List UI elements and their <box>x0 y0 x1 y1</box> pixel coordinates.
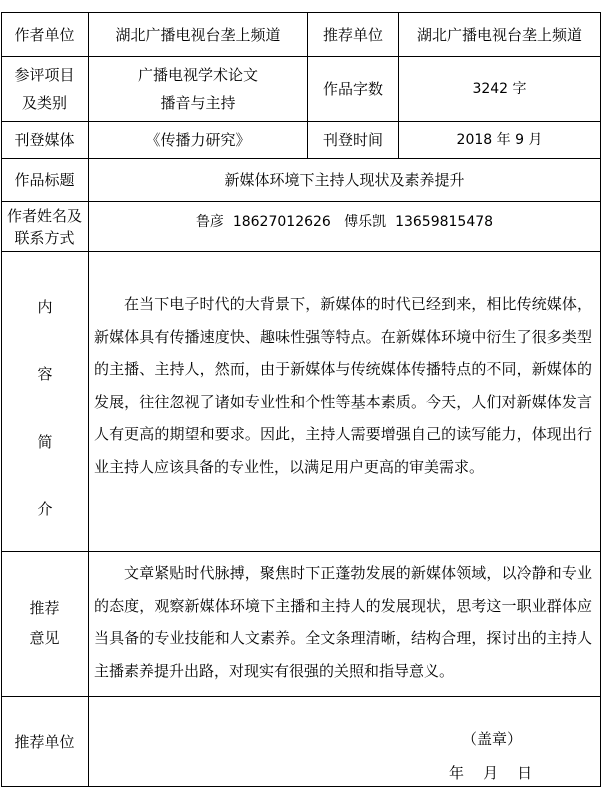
author-unit-label: 作者单位 <box>14 25 75 44</box>
contact-label-line1: 作者姓名及 <box>6 206 82 225</box>
recommend-unit-value: 湖北广播电视台垄上频道 <box>416 25 582 44</box>
contact-label <box>1 202 88 251</box>
media-label: 刊登媒体 <box>14 131 75 149</box>
date-label: 刊登时间 <box>322 131 383 149</box>
table-border-bottom <box>1 786 601 787</box>
word-count-label: 作品字数 <box>322 80 383 98</box>
author-unit-value: 湖北广播电视台垄上频道 <box>115 25 281 44</box>
opinion-label <box>1 590 88 656</box>
table-row-divider <box>1 696 601 697</box>
summary-label-char: 介 <box>37 500 53 518</box>
title-label: 作品标题 <box>14 171 75 189</box>
title-value: 新媒体环境下主持人现状及素养提升 <box>224 171 465 189</box>
category-value-line2: 播音与主持 <box>160 94 236 112</box>
date-value: 2018 年 9 月 <box>456 132 543 148</box>
table-border-right <box>600 12 601 787</box>
word-count-value: 3242 字 <box>472 81 527 97</box>
summary-label-char: 内 <box>37 298 53 316</box>
recommend-unit-label: 推荐单位 <box>322 25 383 44</box>
table-row-divider <box>1 251 601 252</box>
category-label-line2: 及类别 <box>21 94 67 112</box>
category-label-line1: 参评项目 <box>14 66 75 84</box>
opinion-label-line2: 意见 <box>29 629 60 647</box>
seal-placeholder: （盖章） <box>462 730 523 748</box>
media-value: 《传播力研究》 <box>145 131 251 149</box>
summary-label-char: 容 <box>37 365 53 383</box>
signoff-date: 年 月 日 <box>449 764 533 782</box>
contact-label-line2: 联系方式 <box>14 228 75 247</box>
category-value-line1: 广播电视学术论文 <box>137 66 258 84</box>
table-row-divider <box>1 551 601 552</box>
category-label <box>1 57 88 121</box>
contact-value: 鲁彦 18627012626 傅乐凯 13659815478 <box>195 214 494 230</box>
category-value <box>89 57 307 121</box>
signoff-label: 推荐单位 <box>14 732 75 751</box>
opinion-label-line1: 推荐 <box>29 599 60 617</box>
summary-label-char: 简 <box>37 433 53 451</box>
summary-text: 在当下电子时代的大背景下，新媒体的时代已经到来，相比传统媒体，新媒体具有传播速度快、趣味性强等特点。在新媒体环境中衍生了很多类型的主播、主持人，然而，由于新媒体与传统媒体传播特点的不同，新媒体的发展，往往忽视了诸如专业性和个性等基本素质。今天，人们对新媒体发言人有更高的期望和要求。因此，主持人需要增强自己的读写能力，体现出行业主持人应该具备的专业性，以满足用户更高的审美需求。 <box>94 295 592 476</box>
opinion-text: 文章紧贴时代脉搏，聚焦时下正蓬勃发展的新媒体领域，以冷静和专业的态度，观察新媒体环境下主播和主持人的发展现状，思考这一职业群体应当具备的专业技能和人文素养。全文条理清晰，结构合理，探讨出的主持人主播素养提升出路，对现实有很强的关照和指导意义。 <box>94 564 592 680</box>
